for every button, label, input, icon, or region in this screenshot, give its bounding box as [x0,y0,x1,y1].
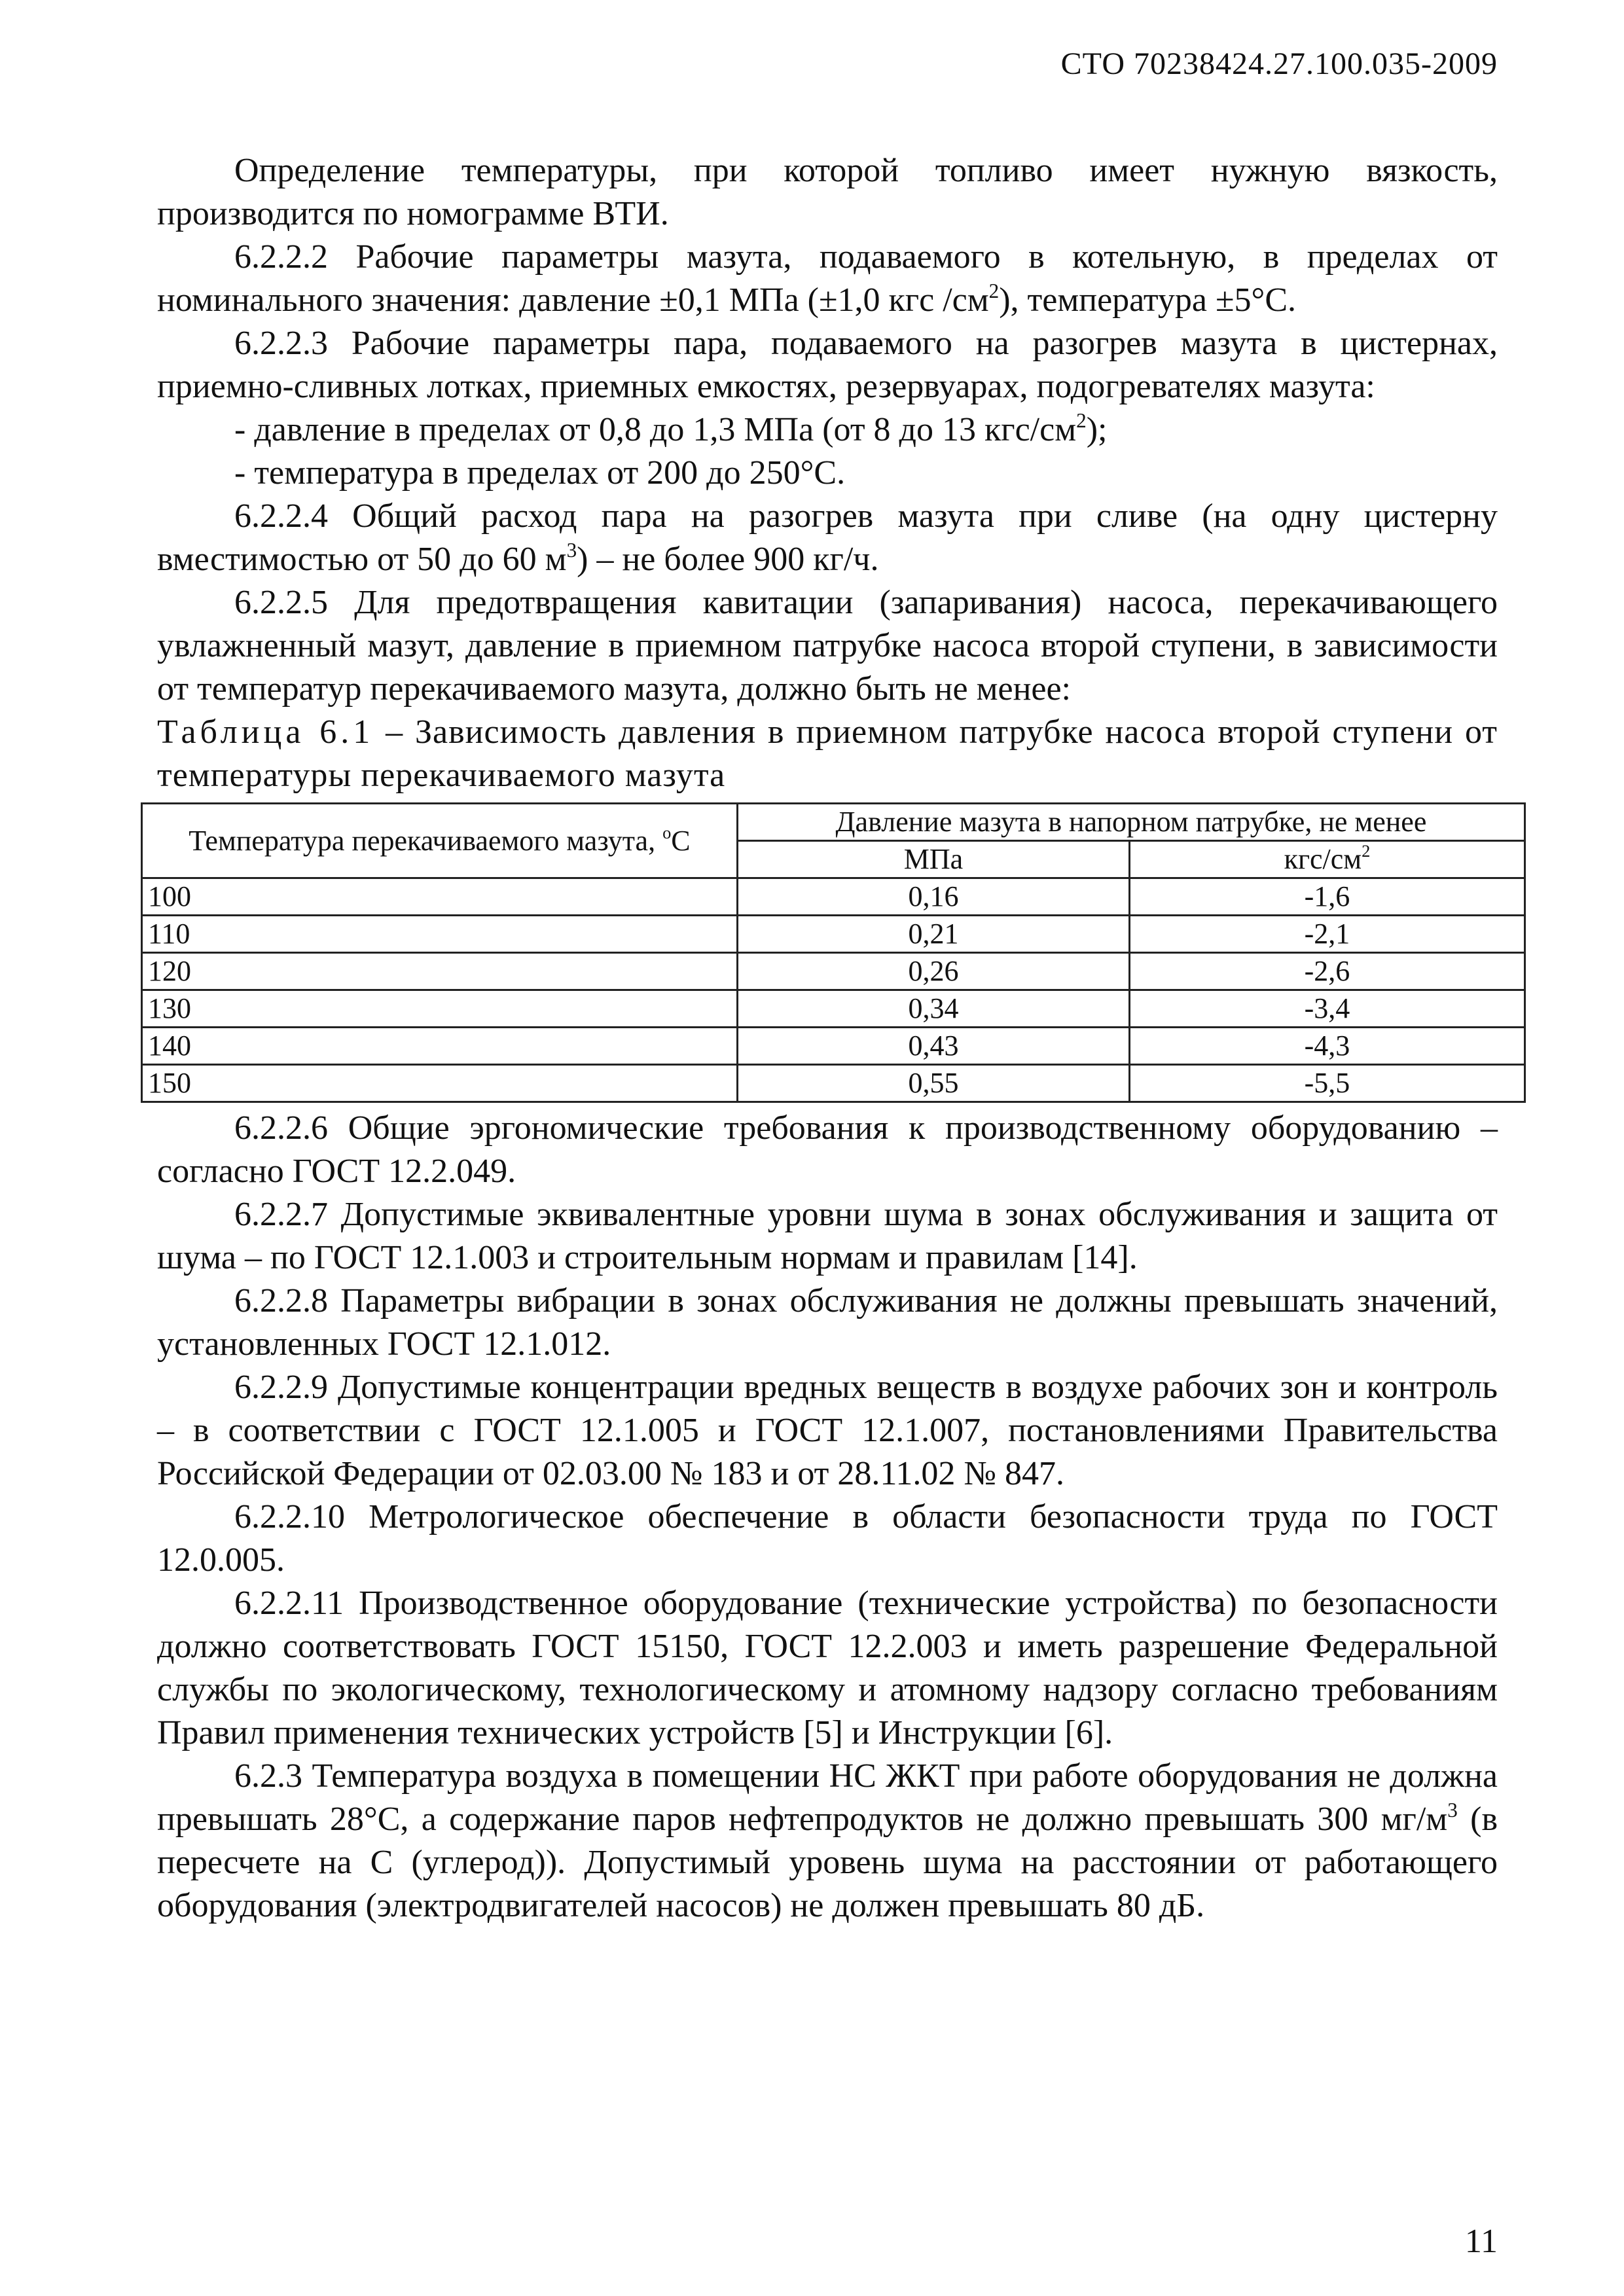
table-row [142,916,1525,953]
paragraph-6-2-3 [157,1755,1498,1928]
table-header-temperature [142,804,738,878]
list-item-pressure [157,408,1498,452]
table-row [142,1065,1525,1102]
cell-temperature: 130 [142,990,738,1028]
cell-kgs: -2,1 [1129,916,1525,953]
paragraph-6-2-2-5: 6.2.2.5 Для предотвращения кавитации (запаривания) насоса, перекачивающего увлажненный мазут, давление в приемном патрубке насоса второй ступени, в зависимости от температур перекачиваемого мазута, должно быть не менее: [157,584,1498,708]
superscript: 3 [1447,1798,1458,1821]
paragraph-text: (в пересчете на С (углерод)). Допустимый уровень шума на расстоянии от работающего оборудования (электродвигателей насосов) не должен превышать 80 дБ. [157,1801,1498,1924]
superscript: 2 [1076,408,1087,432]
paragraph-text: ) – не более 900 кг/ч. [577,541,879,578]
table-row [142,1028,1525,1065]
cell-mpa: 0,55 [737,1065,1129,1102]
cell-mpa: 0,26 [737,953,1129,990]
cell-kgs: -4,3 [1129,1028,1525,1065]
header-text: кгс/см [1284,843,1362,875]
cell-mpa: 0,16 [737,878,1129,916]
superscript: 2 [988,279,1000,302]
table-header-pressure-group: Давление мазута в напорном патрубке, не менее [737,804,1525,841]
table-header-kgs [1129,841,1525,878]
cell-temperature: 120 [142,953,738,990]
cell-temperature: 110 [142,916,738,953]
document-body [148,149,1498,1928]
paragraph-text: 6.2.3 Температура воздуха в помещении НС ЖКТ при работе оборудования не должна превышать 28°С, а содержание паров нефтепродуктов не должно превышать 300 мг/м [157,1757,1498,1838]
cell-temperature: 140 [142,1028,738,1065]
cell-kgs: -5,5 [1129,1065,1525,1102]
table-row [142,990,1525,1028]
cell-temperature: 100 [142,878,738,916]
pressure-table [141,802,1526,1103]
paragraph-text: 6.2.2.2 Рабочие параметры мазута, подаваемого в котельную, в пределах от номинального значения: давление ±0,1 МПа (±1,0 кгс /см [157,238,1498,319]
cell-mpa: 0,34 [737,990,1129,1028]
table-row [142,878,1525,916]
header-text: Температура перекачиваемого мазута, [189,824,663,857]
list-item-text: - давление в пределах от 0,8 до 1,3 МПа (от 8 до 13 кгс/см [234,411,1077,448]
paragraph-6-2-2-4 [157,495,1498,581]
paragraph-6-2-2-3: 6.2.2.3 Рабочие параметры пара, подаваемого на разогрев мазута в цистернах, приемно-сливных лотках, приемных емкостях, резервуарах, подогревателях мазута: [157,325,1498,405]
list-item-text: ); [1086,411,1108,448]
document-code: СТО 70238424.27.100.035-2009 [1060,46,1498,81]
paragraph-6-2-2-11: 6.2.2.11 Производственное оборудование (технические устройства) по безопасности должно соответствовать ГОСТ 15150, ГОСТ 12.2.003 и иметь разрешение Федеральной службы по экологическому, технологическому и атомному надзору согласно требованиям Правил применения технических устройств [5] и Инструкции [6]. [157,1585,1498,1751]
cell-kgs: -1,6 [1129,878,1525,916]
paragraph-viscosity: Определение температуры, при которой топливо имеет нужную вязкость, производится по номограмме ВТИ. [157,152,1498,232]
paragraph-text: ), температура ±5°С. [999,281,1297,319]
page-number: 11 [1464,2223,1498,2260]
table-header-mpa: МПа [737,841,1129,878]
header-text: С [671,824,691,857]
paragraph-6-2-2-10: 6.2.2.10 Метрологическое обеспечение в области безопасности труда по ГОСТ 12.0.005. [157,1498,1498,1579]
cell-temperature: 150 [142,1065,738,1102]
table-caption [157,711,1498,797]
table-caption-label: Таблица 6.1 [157,713,374,751]
paragraph-6-2-2-9: 6.2.2.9 Допустимые концентрации вредных веществ в воздухе рабочих зон и контроль – в соответствии с ГОСТ 12.1.005 и ГОСТ 12.1.007, постановлениями Правительства Российской Федерации от 02.03.00 № 183 и от 28.11.02 № 847. [157,1369,1498,1492]
paragraph-6-2-2-8: 6.2.2.8 Параметры вибрации в зонах обслуживания не должны превышать значений, установленных ГОСТ 12.1.012. [157,1282,1498,1363]
cell-mpa: 0,21 [737,916,1129,953]
table-caption-text: – Зависимость давления в приемном патрубке насоса второй ступени от температуры перекачиваемого мазута [157,713,1498,794]
cell-kgs: -2,6 [1129,953,1525,990]
cell-kgs: -3,4 [1129,990,1525,1028]
paragraph-6-2-2-7: 6.2.2.7 Допустимые эквивалентные уровни шума в зонах обслуживания и защита от шума – по ГОСТ 12.1.003 и строительным нормам и правилам [14]. [157,1196,1498,1276]
paragraph-6-2-2-6: 6.2.2.6 Общие эргономические требования к производственному оборудованию – согласно ГОСТ 12.2.049. [157,1109,1498,1190]
table-row [142,953,1525,990]
paragraph-6-2-2-2 [157,236,1498,322]
list-item-temperature: - температура в пределах от 200 до 250°С. [234,454,846,492]
cell-mpa: 0,43 [737,1028,1129,1065]
paragraph-text: 6.2.2.4 Общий расход пара на разогрев мазута при сливе (на одну цистерну вместимостью от 50 до 60 м [157,497,1498,578]
superscript: 3 [566,538,577,562]
superscript: о [662,822,672,842]
superscript: 2 [1362,841,1371,861]
